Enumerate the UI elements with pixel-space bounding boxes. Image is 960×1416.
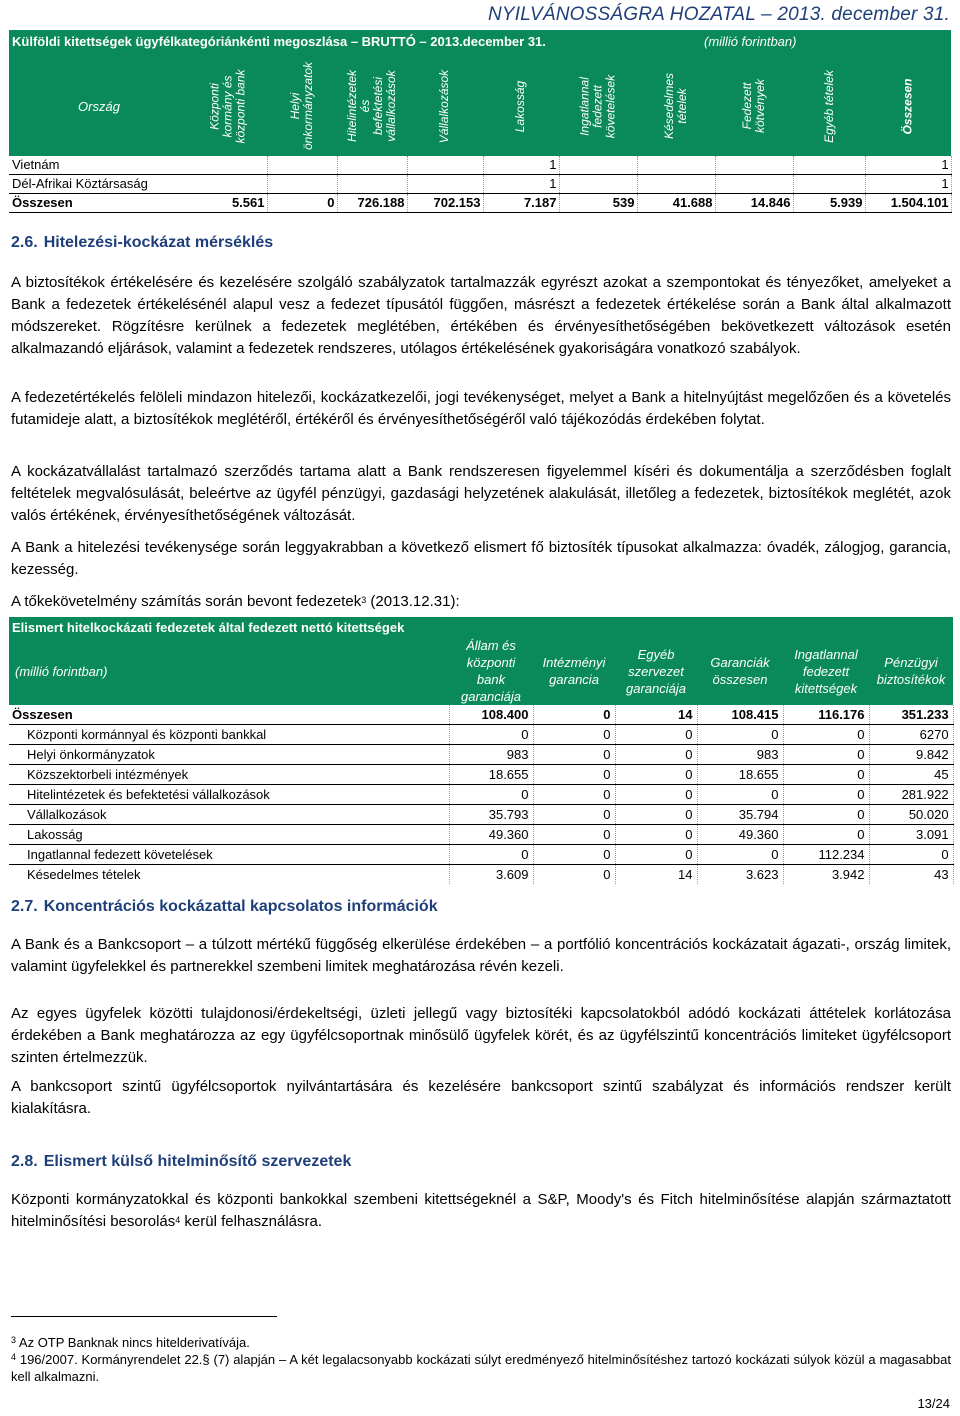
table2-col-header: Egyéb szervezet garanciája [615,637,697,705]
paragraph: A bankcsoport szintű ügyfélcsoportok nyilvántartására és kezelésére bankcsoport szintű szabályzat és információs rendszer került kialakításra. [11,1078,951,1117]
collateral-table [9,617,954,884]
row-label: Összesen [9,705,449,725]
row-label: Ingatlannal fedezett követelések [9,845,449,865]
cell: 5.561 [189,194,267,213]
cell: 0 [533,805,615,825]
cell [715,156,793,175]
cell [189,156,267,175]
row-label: Közszektorbeli intézmények [9,765,449,785]
cell: 0 [697,785,783,805]
table2-col-header: Állam és központi bank garanciája [449,637,533,705]
cell: 702.153 [407,194,483,213]
row-label: Központi kormánnyal és központi bankkal [9,725,449,745]
cell: 0 [449,725,533,745]
cell: 108.400 [449,705,533,725]
table1-col-header: Lakosság [513,80,528,132]
cell: 281.922 [869,785,953,805]
cell: 0 [533,725,615,745]
cell: 0 [783,805,869,825]
paragraph: A Bank és a Bankcsoport – a túlzott mértékű függőség elkerülése érdekében – a portfólió koncentrációs kockázatait ágazati-, ország limitek, valamint ügyfelekkel és partnerekkel szembeni limitek meghatározása révén kezeli. [11,936,951,975]
table1-col-header: Hitelintézetek és befektetési vállalkozások [345,69,399,143]
paragraph-table-intro [11,591,951,613]
table-row [9,725,953,745]
cell [407,156,483,175]
cell: 7.187 [483,194,559,213]
table1-country-header: Ország [9,56,189,156]
row-label: Vietnám [9,156,189,175]
cell: 0 [615,765,697,785]
row-label: Lakosság [9,825,449,845]
cell: 0 [783,785,869,805]
cell [189,175,267,194]
paragraph [11,1189,951,1233]
table1-col-header: Késedelmes tételek [662,72,689,140]
cell: 50.020 [869,805,953,825]
row-label: Hitelintézetek és befektetési vállalkozások [9,785,449,805]
table1-col-header: Központi kormány és központi bank [207,68,248,144]
cell: 35.794 [697,805,783,825]
cell: 0 [449,785,533,805]
cell: 108.415 [697,705,783,725]
table1-unit: (millió forintban) [704,34,797,49]
text: kerül felhasználásra. [180,1213,323,1230]
cell: 3.623 [697,865,783,885]
paragraph: Az egyes ügyfelek közötti tulajdonosi/érdekeltségi, üzleti jellegű vagy biztosítéki kapcsolatokból adódó kockázati áttételek korlátozása érdekében a Bank meghatározza az egy ügyfélcsoportnak minősülő ügyfelek körét, és az ügyfélszintű koncentrációs limiteket ügyfélcsoport szinten értelmezzük. [11,1005,951,1066]
cell [559,175,637,194]
table-row [9,175,951,194]
cell: 0 [783,765,869,785]
cell: 0 [615,785,697,805]
cell [637,156,715,175]
cell: 351.233 [869,705,953,725]
footnote-number: 3 [11,1335,17,1345]
section-title: Hitelezési-kockázat mérséklés [43,234,274,251]
text: (2013.12.31): [366,593,460,610]
section-title: Koncentrációs kockázattal kapcsolatos információk [43,898,438,915]
cell: 0 [267,194,337,213]
footnote [11,1351,951,1385]
cell: 0 [449,845,533,865]
cell: 1.504.101 [865,194,951,213]
cell [337,175,407,194]
section-2-6-heading [11,234,273,252]
table-row [9,845,953,865]
cell: 43 [869,865,953,885]
row-label: Helyi önkormányzatok [9,745,449,765]
foreign-exposure-table [9,30,952,213]
section-number: 2.7. [11,898,38,915]
cell: 0 [697,725,783,745]
cell: 539 [559,194,637,213]
page-number: 13/24 [917,1396,950,1411]
cell: 1 [865,156,951,175]
cell [267,175,337,194]
cell: 0 [533,705,615,725]
table1-col-header: Helyi önkormányzatok [288,61,316,151]
table1-col-header: Ingatlannal fedezett követelések [577,74,618,138]
cell [793,175,865,194]
paragraph: A kockázatvállalást tartalmazó szerződés tartama alatt a Bank rendszeresen figyelemmel kíséri és dokumentálja a szerződésben foglalt feltételek megvalósulását, beleértve az ügyfél pénzügyi, gazdasági helyzetének alakulását, illetőleg a fedezetek, biztosítékok meglétét, azok valós értékének, érvényesíthetőségének változását. [11,463,951,524]
footnote-number: 4 [11,1352,17,1362]
cell: 116.176 [783,705,869,725]
cell: 14.846 [715,194,793,213]
cell: 0 [869,845,953,865]
cell: 0 [533,865,615,885]
cell: 9.842 [869,745,953,765]
text: A tőkekövetelmény számítás során bevont fedezetek [11,593,362,610]
footnote-ref[interactable]: 4 [175,1215,181,1225]
footnote-text: 196/2007. Kormányrendelet 22.§ (7) alapján – A két legalacsonyabb kockázati súlyt eredményező hitelminősítéshez tartozó kockázati súlyok közül a magasabbat kell alkalmazni. [11,1352,951,1384]
table-row [9,156,951,175]
cell: 41.688 [637,194,715,213]
table1-title-text: Külföldi kitettségek ügyfélkategóriánkénti megoszlása – BRUTTÓ – 2013.december 31. [12,34,546,49]
paragraph: A Bank a hitelezési tevékenysége során leggyakrabban a következő elismert fő biztosíték típusokat alkalmazza: óvadék, zálogjog, garancia, kezesség. [11,539,951,578]
cell: 6270 [869,725,953,745]
table-row [9,805,953,825]
cell: 112.234 [783,845,869,865]
paragraph: A biztosítékok értékelésére és kezelésére szolgáló szabályzatok tartalmazzák egyrészt azokat a szempontokat és tényezőket, amelyeket a Bank a fedezetek értékelésénél alapul vesz a fedezet típusától függően, másrészt a fedezetek értékelése során a Bank által alkalmazott módszereket. Rögzítésre kerülnek a fedezetek meglétében, értékében és érvényesíthetőségében bekövetkezett változások esetén alkalmazandó eljárások, valamint a fedezetek rendszeres, utólagos értékelésének gyakoriságára vonatkozó szabályok. [11,274,951,357]
table1-col-header: Vállalkozások [437,69,452,143]
cell: 0 [533,825,615,845]
section-title: Elismert külső hitelminősítő szervezetek [43,1153,352,1170]
table-row [9,865,953,885]
table-row [9,785,953,805]
cell: 1 [865,175,951,194]
cell: 0 [615,725,697,745]
cell: 3.091 [869,825,953,845]
table2-col-header: Pénzügyi biztosítékok [869,637,953,705]
table-row-total [9,194,951,213]
cell: 49.360 [697,825,783,845]
paragraph: A fedezetértékelés felöleli mindazon hitelezői, kockázatkezelői, jogi tevékenységet, melyet a Bank a hitelnyújtást megelőzően és a követelés futamideje alatt, a biztosítékok meglétéről, értékéről és érvényesíthetőségéről való tájékozódás érdekében folytat. [11,389,951,428]
table-row-total [9,705,953,725]
cell: 0 [615,825,697,845]
cell: 0 [783,825,869,845]
table2-col-header: Intézményi garancia [533,637,615,705]
cell: 3.942 [783,865,869,885]
footnote [11,1334,951,1351]
cell [267,156,337,175]
table-row [9,745,953,765]
cell [407,175,483,194]
row-label: Vállalkozások [9,805,449,825]
cell: 0 [533,785,615,805]
text: Központi kormányzatokkal és központi bankokkal szembeni kitettségeknél a S&P, Moody's és Fitch hitelminősítése alapján származtatott hitelminősítési besorolás [11,1191,951,1230]
cell: 0 [533,745,615,765]
section-2-7-heading [11,898,438,916]
table1-col-header: Összesen [900,77,915,135]
cell: 0 [783,745,869,765]
cell: 0 [615,745,697,765]
footnote-ref[interactable]: 3 [361,595,367,605]
cell: 0 [615,805,697,825]
cell: 0 [615,845,697,865]
table2-unit: (millió forintban) [9,637,449,705]
cell: 14 [615,705,697,725]
cell: 983 [697,745,783,765]
footnote-text: Az OTP Banknak nincs hitelderivatívája. [16,1335,250,1350]
cell: 0 [697,845,783,865]
table-row [9,825,953,845]
cell: 49.360 [449,825,533,845]
section-number: 2.8. [11,1153,38,1170]
cell: 0 [783,725,869,745]
table1-col-header: Egyéb tételek [821,69,836,143]
table-row [9,765,953,785]
row-label: Összesen [9,194,189,213]
table2-title: Elismert hitelkockázati fedezetek által fedezett nettó kitettségek [9,617,953,637]
footnote-divider [11,1316,277,1317]
section-2-8-heading [11,1153,351,1171]
cell: 35.793 [449,805,533,825]
table2-col-header: Ingatlannal fedezett kitettségek [783,637,869,705]
row-label: Dél-Afrikai Köztársaság [9,175,189,194]
table2-col-header: Garanciák összesen [697,637,783,705]
cell: 983 [449,745,533,765]
cell: 1 [483,156,559,175]
cell: 0 [533,845,615,865]
cell: 3.609 [449,865,533,885]
cell: 0 [533,765,615,785]
disclosure-banner: NYILVÁNOSSÁGRA HOZATAL – 2013. december 31. [488,4,950,25]
section-number: 2.6. [11,234,38,251]
cell: 1 [483,175,559,194]
row-label: Késedelmes tételek [9,865,449,885]
cell: 45 [869,765,953,785]
cell: 726.188 [337,194,407,213]
cell [337,156,407,175]
cell: 5.939 [793,194,865,213]
table1-col-header: Fedezett kötvények [740,78,767,134]
cell [637,175,715,194]
cell [793,156,865,175]
cell [559,156,637,175]
cell [715,175,793,194]
cell: 14 [615,865,697,885]
cell: 18.655 [697,765,783,785]
cell: 18.655 [449,765,533,785]
table1-title [9,30,951,56]
